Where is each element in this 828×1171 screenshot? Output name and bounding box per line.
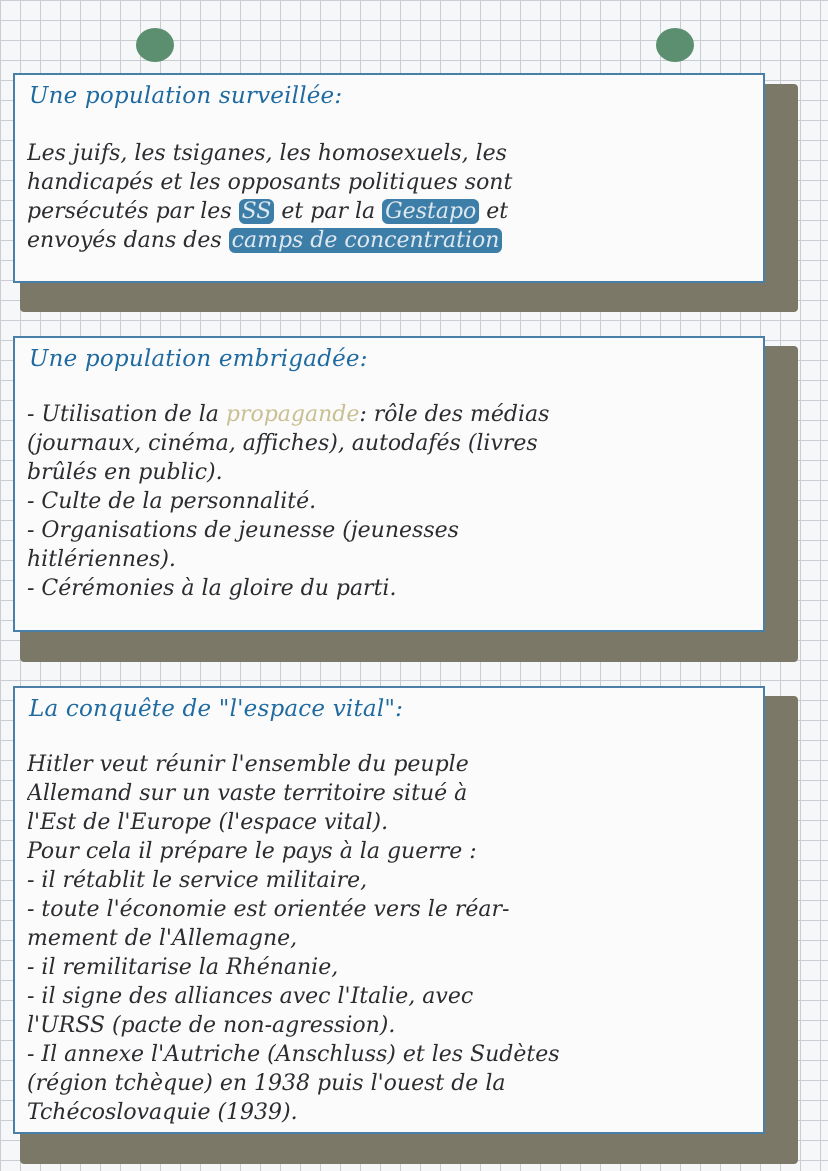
text-line: envoyés dans des camps de concentration [27, 226, 747, 255]
highlight-gestapo: Gestapo [382, 199, 479, 224]
text-line: l'URSS (pacte de non-agression). [27, 1013, 396, 1038]
highlight-camps: camps de concentration [229, 228, 503, 253]
text-line: hitlériennes). [27, 547, 176, 572]
text-line: - Organisations de jeunesse (jeunesses [27, 518, 459, 543]
text-line: (journaux, cinéma, affiches), autodafés (livres [27, 431, 538, 456]
card-body [27, 750, 747, 1127]
text-line: - Il annexe l'Autriche (Anschluss) et les Sudètes [27, 1042, 560, 1067]
card-surveillance [13, 73, 765, 283]
card-body [27, 400, 747, 603]
text-line: handicapés et les opposants politiques sont [27, 170, 513, 195]
text-line: - il rétablit le service militaire, [27, 868, 368, 893]
text-line: mement de l'Allemagne, [27, 926, 298, 951]
propaganda-word: propagande [225, 402, 360, 427]
text-line: - il remilitarise la Rhénanie, [27, 955, 339, 980]
text-line: - Cérémonies à la gloire du parti. [27, 576, 397, 601]
highlight-ss: SS [239, 199, 275, 224]
text-line: - il signe des alliances avec l'Italie, avec [27, 984, 474, 1009]
punch-hole-right-icon [656, 28, 694, 62]
card-espace-vital [13, 686, 765, 1134]
text-line: - Utilisation de la propagande: rôle des médias [27, 402, 550, 427]
card-title: Une population surveillée: [29, 83, 343, 109]
text-line: l'Est de l'Europe (l'espace vital). [27, 810, 389, 835]
card-embrigadee [13, 336, 765, 632]
text-line: - toute l'économie est orientée vers le réar- [27, 897, 510, 922]
text-line: brûlés en public). [27, 460, 223, 485]
text-line: Les juifs, les tsiganes, les homosexuels, les [27, 141, 507, 166]
card-title: La conquête de "l'espace vital": [29, 696, 404, 722]
text-line: (région tchèque) en 1938 puis l'ouest de la [27, 1071, 506, 1096]
card-body [27, 139, 747, 255]
text-line: Allemand sur un vaste territoire situé à [27, 781, 468, 806]
text-line: persécutés par les SS et par la Gestapo et [27, 199, 509, 224]
punch-hole-left-icon [136, 28, 174, 62]
card-title: Une population embrigadée: [29, 346, 368, 372]
text-line: Hitler veut réunir l'ensemble du peuple [27, 752, 469, 777]
text-line: Pour cela il prépare le pays à la guerre : [27, 839, 477, 864]
text-line: Tchécoslovaquie (1939). [27, 1100, 298, 1125]
text-line: - Culte de la personnalité. [27, 489, 317, 514]
